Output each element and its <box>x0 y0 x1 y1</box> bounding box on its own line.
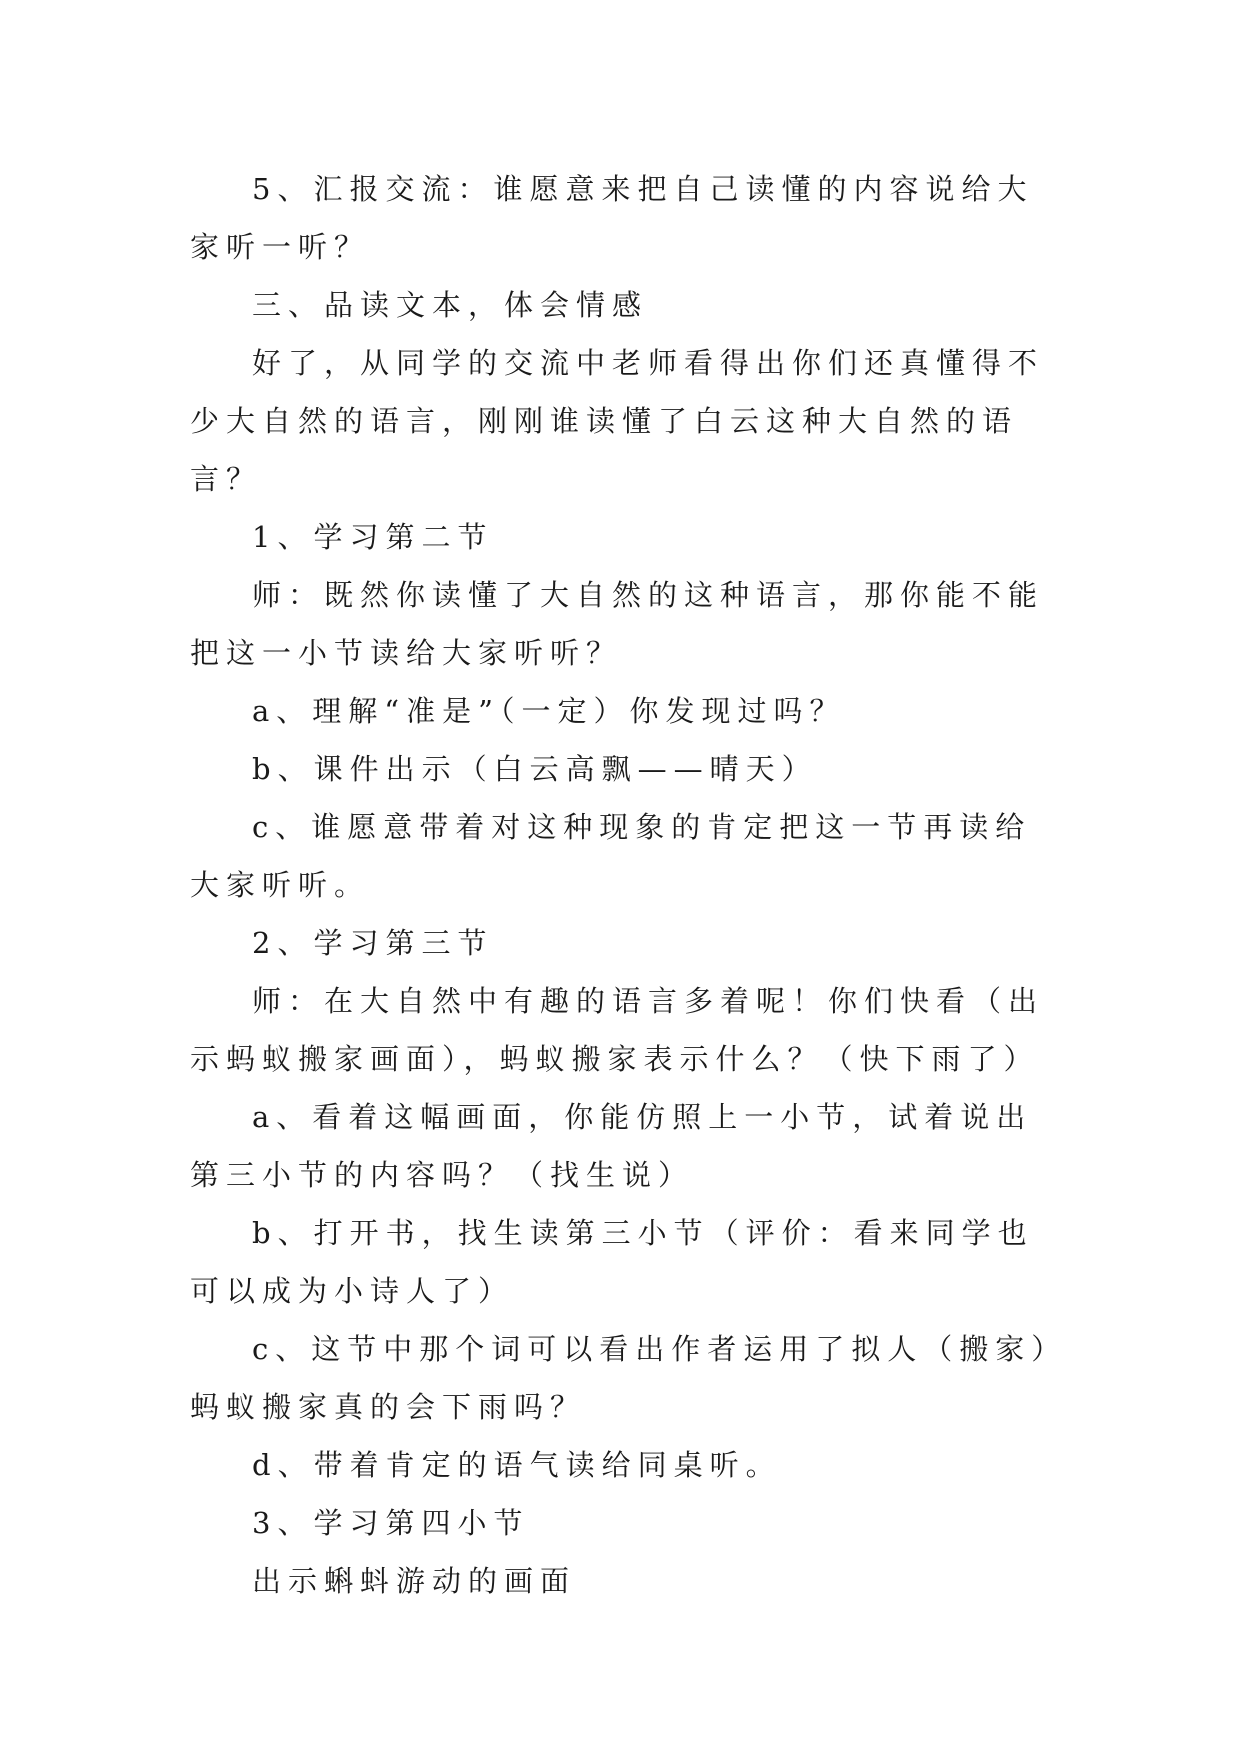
paragraph-teacher-prompt-1: 师：既然你读懂了大自然的这种语言，那你能不能把这一小节读给大家听听？ <box>190 578 1045 670</box>
step-heading-1: 1、学习第二节 <box>252 520 494 554</box>
list-item-a-2: a、看着这幅画面，你能仿照上一小节，试着说出第三小节的内容吗？（找生说） <box>190 1100 1033 1192</box>
paragraph-teacher-intro: 好了，从同学的交流中老师看得出你们还真懂得不少大自然的语言，刚刚谁读懂了白云这种大自然的语言？ <box>190 346 1045 496</box>
section-heading-3: 三、品读文本，体会情感 <box>252 288 649 322</box>
document-body <box>190 160 1060 1610</box>
list-item-d-2: d、带着肯定的语气读给同桌听。 <box>252 1448 782 1482</box>
list-item-b-2: b、打开书，找生读第三小节（评价：看来同学也可以成为小诗人了） <box>190 1216 1034 1308</box>
step-heading-3: 3、学习第四小节 <box>252 1506 530 1540</box>
list-item-c-1: c、谁愿意带着对这种现象的肯定把这一节再读给大家听听。 <box>190 810 1032 902</box>
list-item-c-2: c、这节中那个词可以看出作者运用了拟人（搬家）蚂蚁搬家真的会下雨吗？ <box>190 1332 1053 1424</box>
paragraph-report-exchange: 5、汇报交流：谁愿意来把自己读懂的内容说给大家听一听？ <box>190 172 1034 264</box>
list-item-b-1: b、课件出示（白云高飘——晴天） <box>252 752 818 786</box>
step-heading-2: 2、学习第三节 <box>252 926 494 960</box>
list-item-a-1: a、理解“准是”（一定）你发现过吗？ <box>252 694 846 728</box>
paragraph-show-tadpoles: 出示蝌蚪游动的画面 <box>252 1564 577 1598</box>
paragraph-teacher-prompt-2: 师：在大自然中有趣的语言多着呢！你们快看（出示蚂蚁搬家画面），蚂蚁搬家表示什么？（快下雨了） <box>190 984 1045 1076</box>
